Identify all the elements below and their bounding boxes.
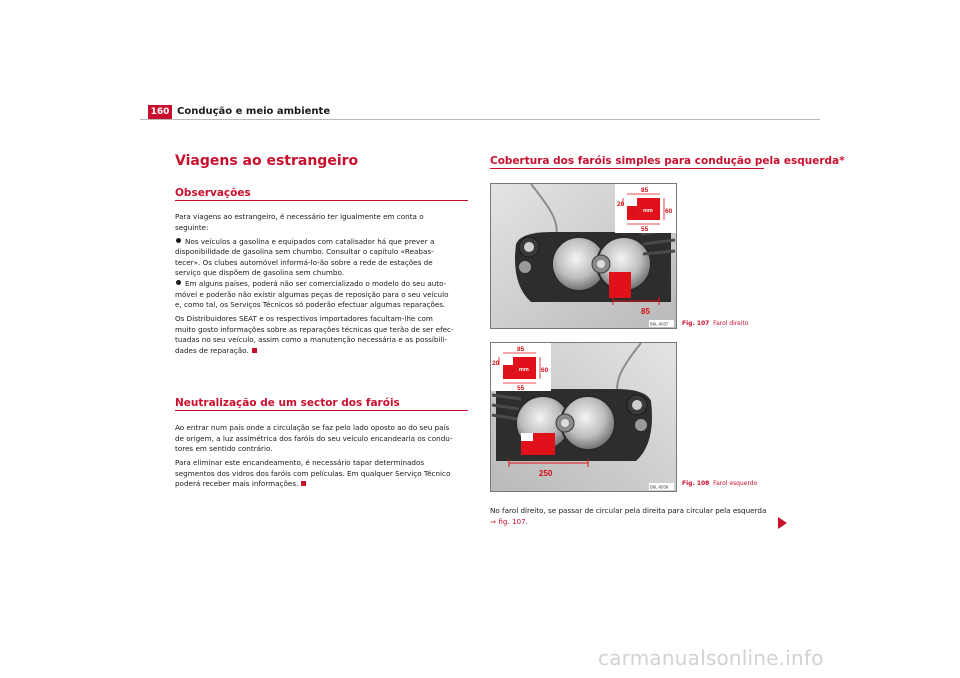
dimension-inner: 30 — [630, 210, 638, 217]
paragraph-line: Ao entrar num país onde a circulação se faz pelo lado oposto ao do seu país — [175, 423, 450, 432]
figure-107-right-headlight — [490, 183, 677, 329]
figure-number: Fig. 108 — [682, 480, 710, 487]
observacoes-text — [175, 212, 475, 360]
main-heading: Viagens ao estrangeiro — [175, 153, 359, 169]
paragraph-line: dades de reparação. — [175, 345, 249, 355]
paragraph-line: tores em sentido contrário. — [175, 444, 273, 454]
dimension-right: 60 — [665, 208, 673, 215]
section-title-neutralizacao: Neutralização de um sector dos faróis — [175, 397, 400, 409]
observacoes-intro-line: seguinte: — [175, 222, 209, 232]
cobertura-text — [490, 506, 780, 527]
bullet-text-line: Em alguns países, poderá não ser comercializado o modelo do seu auto- — [185, 278, 447, 288]
paragraph-line: tuadas no seu veículo, assim como a manutenção necessária e as possibili- — [175, 335, 448, 345]
dimension-inner: 30 — [506, 369, 514, 376]
section-rule-cobertura — [490, 168, 764, 169]
headlight-illustration — [491, 184, 676, 328]
figure-108-left-headlight — [490, 342, 677, 492]
continue-arrow-icon — [778, 517, 787, 529]
dimension-unit: mm — [643, 208, 653, 214]
paragraph-line: poderá receber mais informações. — [175, 479, 299, 489]
figure-reference-link[interactable]: fig. 107 — [498, 516, 526, 526]
neutralizacao-text — [175, 423, 475, 493]
page-number: 160 — [148, 105, 172, 119]
dimension-bottom: 55 — [517, 385, 525, 392]
bullet-text-line: tecer». Os clubes automóvel informá-lo-ão sobre a rede de estações de — [175, 257, 433, 267]
section-rule-observacoes — [175, 200, 468, 201]
dimension-bottom: 55 — [641, 226, 649, 233]
dimension-top: 85 — [641, 187, 649, 194]
figure-caption-text: Farol direito — [713, 320, 749, 327]
bullet-text-line: disponibilidade de gasolina sem chumbo. Consultar o capítulo «Reabas- — [175, 247, 434, 257]
section-title-observacoes: Observações — [175, 187, 251, 199]
paragraph-end: . — [525, 516, 529, 526]
dimension-base: 85 — [641, 307, 650, 316]
dimension-left: 20 — [617, 201, 625, 208]
bullet-icon — [176, 280, 181, 285]
dimension-right: 60 — [541, 367, 549, 374]
section-rule-neutralizacao — [175, 410, 468, 411]
running-title: Condução e meio ambiente — [177, 106, 331, 117]
dimension-top: 85 — [517, 346, 525, 353]
paragraph-line: Para eliminar este encandeamento, é necessário tapar determinados — [175, 458, 425, 468]
bullet-text-line: serviço que dispõem de gasolina sem chumbo. — [175, 268, 345, 278]
dimension-left: 20 — [492, 360, 500, 367]
paragraph-line: muito gosto informações sobre as reparações técnicas que terão de ser efec- — [175, 324, 454, 334]
figure-code: B6L-0038 — [650, 484, 669, 490]
section-title-cobertura: Cobertura dos faróis simples para condução pela esquerda* — [490, 155, 845, 167]
bullet-text-line: móvel e poderão não existir algumas peças de reposição para o seu veículo — [175, 289, 449, 299]
paragraph-line: de origem, a luz assimétrica dos faróis do seu veículo encandearia os condu- — [175, 433, 453, 443]
bullet-text-line: Nos veículos a gasolina e equipados com catalisador há que prever a — [185, 236, 435, 246]
watermark: carmanualsonline.info — [598, 646, 824, 670]
headlight-illustration — [491, 343, 676, 491]
figure-ref-arrow-icon: ⇒ — [490, 516, 497, 526]
header-rule — [140, 119, 820, 120]
observacoes-intro-line: Para viagens ao estrangeiro, é necessário ter igualmente em conta o — [175, 212, 424, 221]
figure-code: B6L-0037 — [650, 321, 669, 327]
figure-108-caption — [682, 480, 757, 487]
figure-number: Fig. 107 — [682, 320, 710, 327]
figure-107-caption — [682, 320, 749, 327]
dimension-unit: mm — [519, 367, 529, 373]
paragraph-line: segmentos dos vidros dos faróis com películas. Em qualquer Serviço Técnico — [175, 468, 451, 478]
section-end-icon — [252, 348, 257, 353]
paragraph-line: No farol direito, se passar de circular pela direita para circular pela esquerda — [490, 506, 767, 515]
dimension-base: 250 — [539, 469, 553, 478]
bullet-text-line: e, como tal, os Serviços Técnicos só poderão efectuar algumas reparações. — [175, 300, 446, 310]
paragraph-line: Os Distribuidores SEAT e os respectivos importadores facultam-lhe com — [175, 314, 433, 324]
figure-caption-text: Farol esquerdo — [713, 480, 758, 487]
section-end-icon — [301, 481, 306, 486]
bullet-icon — [176, 238, 181, 243]
